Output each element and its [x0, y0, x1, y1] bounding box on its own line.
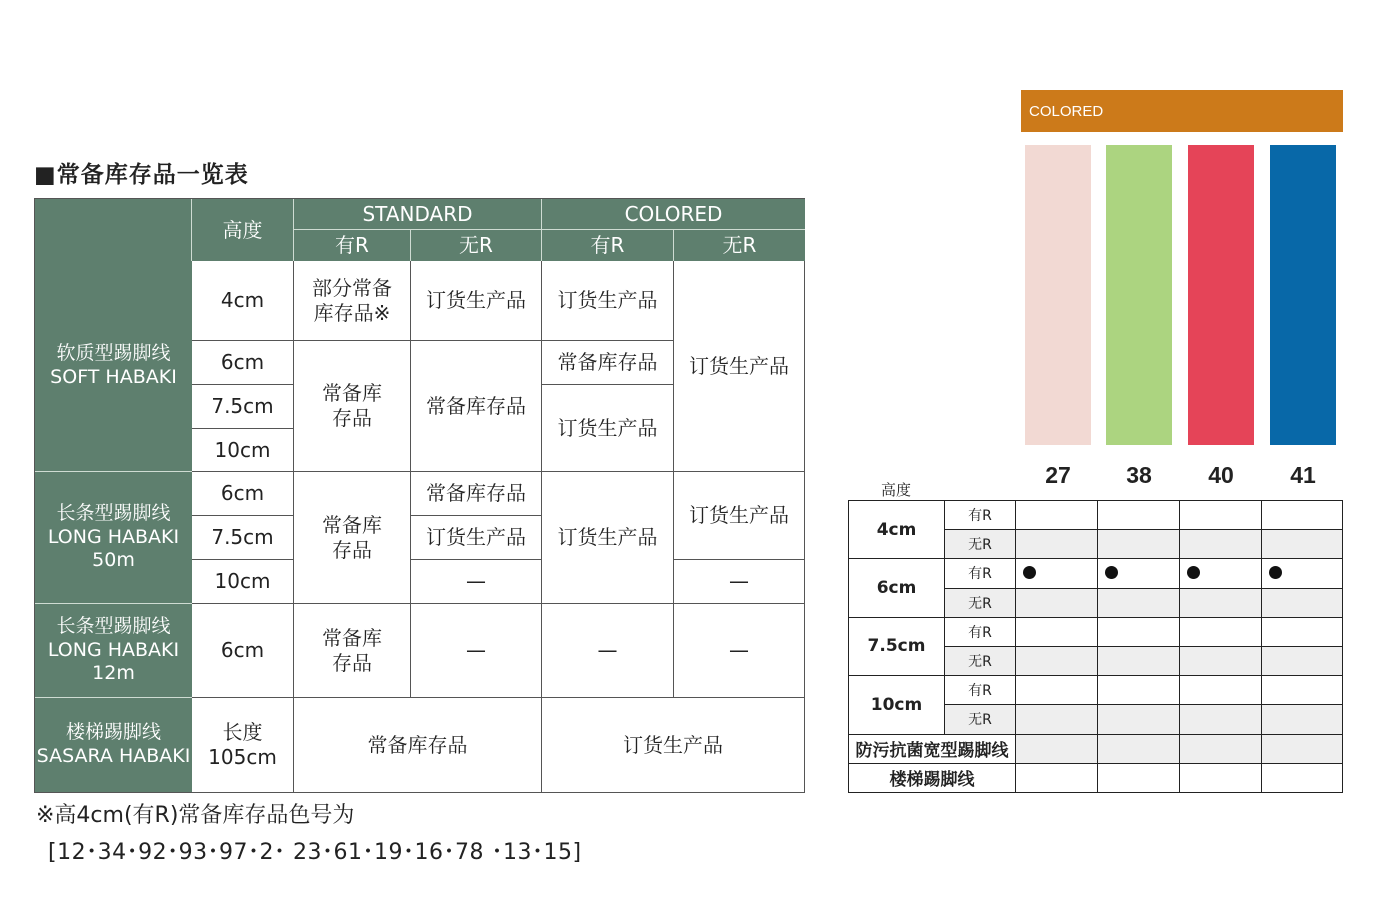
grid-label-without-r: 无R [944, 646, 1016, 676]
grid-height-7-5cm: 7.5cm [848, 617, 945, 676]
length-value: 105cm [208, 745, 277, 769]
grid-label-without-r: 无R [944, 704, 1016, 734]
cell-soft-6cm-colored-r: 常备库存品 [542, 341, 674, 385]
grid-row-label-extra: 楼梯踢脚线 [848, 763, 1016, 793]
grid-cell-7-5cm-nor-41 [1261, 646, 1343, 676]
value-text: 存品 [332, 650, 372, 675]
value-text: 常备库 [322, 381, 382, 405]
grid-cell-10cm-nor-27 [1015, 704, 1098, 734]
group-sasara-habaki [35, 698, 192, 792]
cell-soft-standard-r [294, 341, 411, 472]
cell-soft-4cm-standard-nor: 订货生产品 [411, 261, 542, 341]
color-swatch-27 [1025, 145, 1091, 445]
length-label: 长度 [222, 720, 263, 744]
grid-height-4cm: 4cm [848, 500, 945, 559]
header-standard-without-r: 无R [411, 230, 542, 261]
cell-long50-10cm-colored-nor: — [674, 560, 804, 604]
cell-long12-standard-r [294, 604, 411, 698]
group-label-zh: 长条型踢脚线 [56, 501, 171, 524]
height-4cm: 4cm [192, 261, 294, 341]
grid-cell-7-5cm-r-41 [1261, 617, 1343, 647]
grid-cell-6cm-r-38 [1097, 558, 1180, 588]
value-text: 存品 [332, 537, 372, 562]
cell-long12-standard-nor: — [411, 604, 542, 698]
color-swatch-41 [1270, 145, 1336, 445]
cell-long12-colored-r: — [542, 604, 674, 698]
grid-cell-10cm-nor-38 [1097, 704, 1180, 734]
cell-long50-standard-r [294, 472, 411, 604]
cell-soft-4cm-standard-r [294, 261, 411, 341]
grid-cell-7-5cm-r-40 [1179, 617, 1262, 647]
value-text: 库存品※ [313, 300, 391, 325]
height-10cm: 10cm [192, 429, 294, 472]
grid-label-without-r: 无R [944, 529, 1016, 559]
group-label-zh: 软质型踢脚线 [56, 342, 171, 365]
cell-soft-colored-nor: 订货生产品 [674, 261, 804, 472]
header-corner [35, 199, 192, 261]
group-label-zh: 楼梯踢脚线 [65, 721, 161, 744]
stock-table [34, 198, 805, 793]
length-105cm [192, 698, 294, 792]
grid-cell-6cm-r-40 [1179, 558, 1262, 588]
grid-height-label: 高度 [881, 481, 912, 499]
group-label-length: 12m [92, 662, 135, 685]
color-code-40: 40 [1208, 462, 1234, 488]
grid-cell-10cm-nor-40 [1179, 704, 1262, 734]
group-label-en: SOFT HABAKI [50, 366, 177, 388]
header-colored: COLORED [542, 199, 805, 230]
cell-long50-7-5cm-standard-nor: 订货生产品 [411, 516, 542, 560]
availability-grid [848, 500, 1342, 794]
grid-cell-6cm-r-27 [1015, 558, 1098, 588]
grid-cell-4cm-nor-40 [1179, 529, 1262, 559]
color-code-27: 27 [1045, 462, 1071, 488]
header-colored-with-r: 有R [542, 230, 674, 261]
cell-long12-colored-nor: — [674, 604, 804, 698]
header-standard-with-r: 有R [294, 230, 411, 261]
grid-cell-extra-41 [1261, 734, 1343, 764]
group-label-en: SASARA HABAKI [36, 745, 191, 767]
cell-sasara-colored: 订货生产品 [542, 698, 804, 792]
stocked-marker-icon [1105, 566, 1118, 579]
color-swatch-40 [1188, 145, 1254, 445]
grid-cell-4cm-r-27 [1015, 500, 1098, 530]
stocked-marker-icon [1187, 566, 1200, 579]
height-10cm: 10cm [192, 560, 294, 604]
height-6cm: 6cm [192, 604, 294, 698]
grid-cell-4cm-nor-38 [1097, 529, 1180, 559]
footnote-line-1: ※高4cm(有R)常备库存品色号为 [36, 803, 355, 828]
grid-cell-4cm-nor-41 [1261, 529, 1343, 559]
cell-long50-colored-r: 订货生产品 [542, 472, 674, 604]
value-text: 存品 [332, 406, 372, 430]
grid-cell-7-5cm-nor-38 [1097, 646, 1180, 676]
color-swatch-38 [1106, 145, 1172, 445]
value-text: 常备库 [322, 512, 382, 537]
cell-long50-6cm-standard-nor: 常备库存品 [411, 472, 542, 516]
height-7-5cm: 7.5cm [192, 385, 294, 429]
group-soft-habaki [35, 261, 192, 472]
header-standard: STANDARD [294, 199, 542, 230]
grid-row-label-extra: 防污抗菌宽型踢脚线 [848, 734, 1016, 764]
group-long-habaki-50m [35, 472, 192, 604]
section-title: ■常备库存品一览表 [34, 162, 249, 188]
grid-cell-6cm-nor-27 [1015, 588, 1098, 618]
cell-long50-10cm-standard-nor: — [411, 560, 542, 604]
grid-cell-6cm-nor-41 [1261, 588, 1343, 618]
grid-cell-7-5cm-r-38 [1097, 617, 1180, 647]
grid-cell-6cm-nor-40 [1179, 588, 1262, 618]
grid-label-with-r: 有R [944, 558, 1016, 588]
grid-height-10cm: 10cm [848, 675, 945, 734]
grid-cell-extra-40 [1179, 734, 1262, 764]
stocked-marker-icon [1269, 566, 1282, 579]
header-height: 高度 [192, 199, 294, 261]
grid-label-with-r: 有R [944, 617, 1016, 647]
grid-cell-4cm-r-41 [1261, 500, 1343, 530]
header-colored-without-r: 无R [674, 230, 805, 261]
grid-cell-10cm-r-40 [1179, 675, 1262, 705]
grid-cell-extra-27 [1015, 734, 1098, 764]
group-label-length: 50m [92, 549, 135, 572]
grid-cell-extra-41 [1261, 763, 1343, 793]
colored-banner: COLORED [1021, 90, 1343, 132]
grid-cell-6cm-r-41 [1261, 558, 1343, 588]
grid-cell-extra-40 [1179, 763, 1262, 793]
value-text: 部分常备 [312, 275, 392, 300]
group-long-habaki-12m [35, 604, 192, 698]
grid-cell-7-5cm-r-27 [1015, 617, 1098, 647]
grid-cell-4cm-nor-27 [1015, 529, 1098, 559]
group-label-en: LONG HABAKI [47, 638, 180, 661]
grid-cell-10cm-r-41 [1261, 675, 1343, 705]
grid-cell-7-5cm-nor-27 [1015, 646, 1098, 676]
grid-cell-4cm-r-38 [1097, 500, 1180, 530]
cell-soft-standard-nor: 常备库存品 [411, 341, 542, 472]
grid-label-with-r: 有R [944, 675, 1016, 705]
grid-cell-extra-27 [1015, 763, 1098, 793]
height-6cm: 6cm [192, 472, 294, 516]
cell-soft-colored-r-order: 订货生产品 [542, 385, 674, 472]
grid-cell-10cm-nor-41 [1261, 704, 1343, 734]
grid-cell-4cm-r-40 [1179, 500, 1262, 530]
group-label-en: LONG HABAKI [47, 525, 180, 548]
height-7-5cm: 7.5cm [192, 516, 294, 560]
cell-soft-4cm-colored-r: 订货生产品 [542, 261, 674, 341]
height-6cm: 6cm [192, 341, 294, 385]
stocked-marker-icon [1023, 566, 1036, 579]
grid-cell-extra-38 [1097, 763, 1180, 793]
grid-cell-extra-38 [1097, 734, 1180, 764]
grid-cell-7-5cm-nor-40 [1179, 646, 1262, 676]
grid-cell-6cm-nor-38 [1097, 588, 1180, 618]
color-code-38: 38 [1126, 462, 1152, 488]
grid-label-with-r: 有R [944, 500, 1016, 530]
grid-height-6cm: 6cm [848, 558, 945, 617]
cell-sasara-standard: 常备库存品 [294, 698, 542, 792]
grid-cell-10cm-r-38 [1097, 675, 1180, 705]
color-code-41: 41 [1290, 462, 1316, 488]
cell-long50-colored-nor: 订货生产品 [674, 472, 804, 560]
grid-label-without-r: 无R [944, 588, 1016, 618]
value-text: 常备库 [322, 625, 382, 650]
group-label-zh: 长条型踢脚线 [56, 614, 171, 637]
footnote-line-2: [12･34･92･93･97･2･ 23･61･19･16･78 ･13･15] [48, 840, 582, 865]
grid-cell-10cm-r-27 [1015, 675, 1098, 705]
